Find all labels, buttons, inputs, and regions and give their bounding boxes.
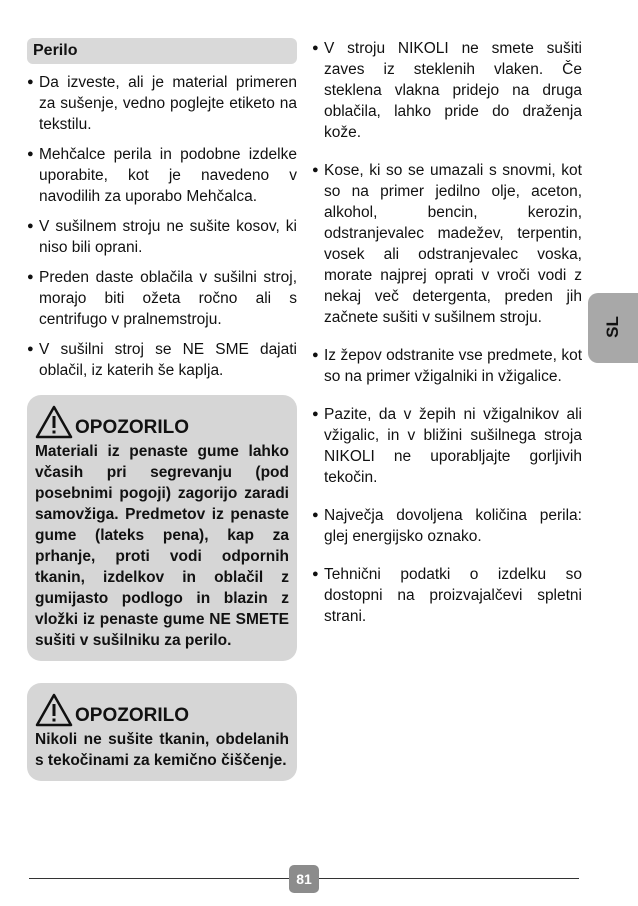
list-item: ● Da izveste, ali je material primeren za sušenje, vedno poglejte etiketo na tekstilu.	[27, 72, 297, 135]
warning-triangle-icon	[35, 693, 73, 727]
list-item: ● V sušilni stroj se NE SME dajati oblačil, iz katerih še kaplja.	[27, 339, 297, 381]
list-item: ● Kose, ki so se umazali s snovmi, kot so na primer jedilno olje, aceton, alkohol, bencin, kerozin, odstranjevalec madežev, terpentin, vosek ali odstranjevalec voska, morate najprej oprati v vroči vodi z nekaj več detergenta, preden jih začnete sušiti v sušilnem stroju.	[312, 160, 582, 328]
warning-text-part: sušiti v sušilniku za perilo.	[35, 632, 232, 649]
left-column	[27, 38, 297, 781]
list-item: ● Največja dovoljena količina perila: glej energijsko oznako.	[312, 505, 582, 547]
language-code: SL	[603, 316, 622, 338]
warning-text-part: Materiali iz penaste gume lahko včasih pri segrevanju (pod posebnimi pogoji) zagorijo zaradi samovžiga. Predmetov iz penaste gume (lateks pena), kap za prhanje, proti vodi odpornih tkanin, izdelkov in oblačil z gumijasto podlogo in blazin z vložki iz penaste gume	[35, 443, 289, 628]
right-bullet-list	[312, 38, 582, 627]
warning-title	[35, 405, 289, 439]
list-item: ● Pazite, da v žepih ni vžigalnikov ali vžigalic, in v bližini sušilnega stroja NIKOLI ne uporabljajte gorljivih tekočin.	[312, 404, 582, 488]
list-item: ● Preden daste oblačila v sušilni stroj, morajo biti ožeta ročno ali s centrifugo v pralnemstroju.	[27, 267, 297, 330]
list-item: ● Tehnični podatki o izdelku so dostopni na proizvajalčevi spletni strani.	[312, 564, 582, 627]
warning-box-1	[27, 395, 297, 661]
warning-triangle-icon	[35, 405, 73, 439]
warning-text	[35, 441, 289, 651]
warning-title-text: OPOZORILO	[75, 705, 189, 726]
list-item: ● Iz žepov odstranite vse predmete, kot so na primer vžigalniki in vžigalice.	[312, 345, 582, 387]
warning-text: Nikoli ne sušite tkanin, obdelanih s tekočinami za kemično čiščenje.	[35, 731, 289, 769]
section-title: Perilo	[27, 38, 297, 64]
page-number: 81	[289, 865, 319, 893]
list-item: ● V stroju NIKOLI ne smete sušiti zaves iz steklenih vlaken. Če steklena vlakna pridejo na druga oblačila, lahko pride do draženja kože.	[312, 38, 582, 143]
warning-text-emphasis: NE SMETE	[209, 611, 289, 628]
left-bullet-list	[27, 72, 297, 381]
right-column	[312, 38, 582, 644]
language-tab	[588, 293, 638, 363]
warning-title-text: OPOZORILO	[75, 417, 189, 438]
warning-box-2	[27, 683, 297, 781]
warning-title	[35, 693, 289, 727]
list-item: ● Mehčalce perila in podobne izdelke uporabite, kot je navedeno v navodilih za uporabo Mehčalca.	[27, 144, 297, 207]
list-item: ● V sušilnem stroju ne sušite kosov, ki niso bili oprani.	[27, 216, 297, 258]
